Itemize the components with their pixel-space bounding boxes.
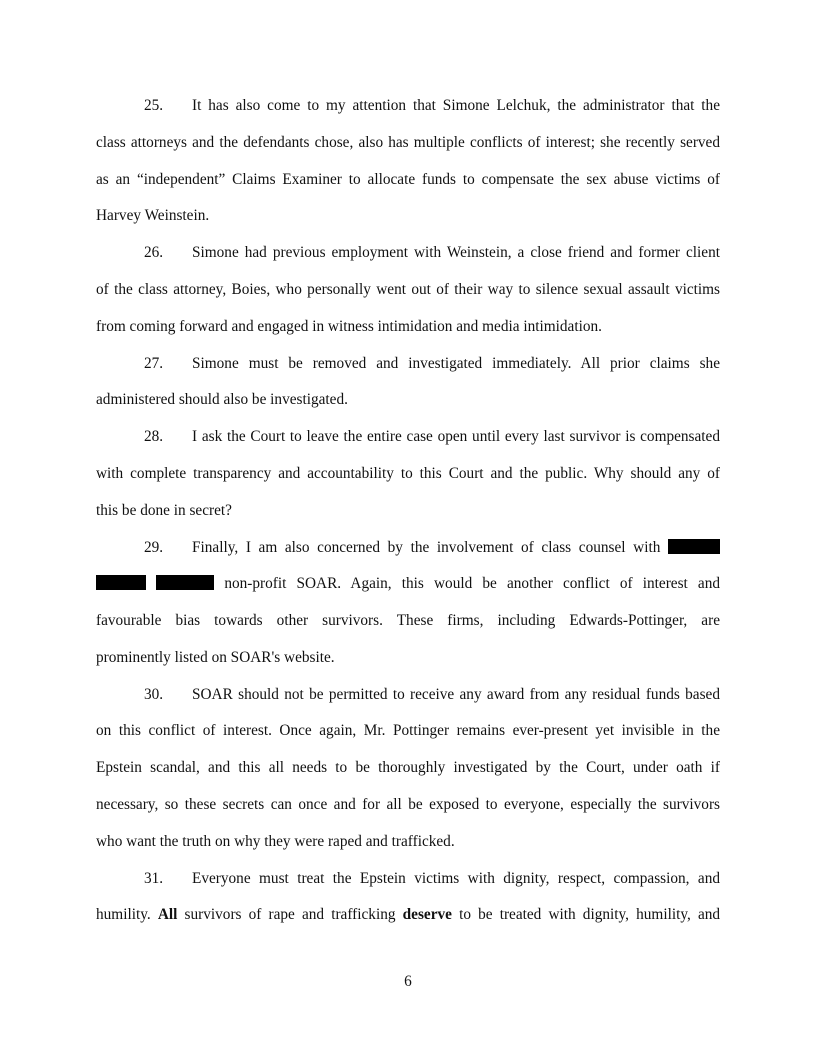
paragraph-29-line-2 [96, 573, 720, 595]
paragraph-30-line-1 [144, 684, 720, 706]
paragraph-25-line-4: Harvey Weinstein. [96, 207, 210, 224]
emphasis-all: All [157, 906, 178, 923]
paragraph-text: survivors of rape and trafficking [184, 906, 396, 923]
paragraph-30-line-4: necessary, so these secrets can once and for all be exposed to everyone, especially the survivors [96, 796, 720, 813]
paragraph-31-line-1 [144, 868, 720, 890]
paragraph-27-line-2: administered should also be investigated. [96, 391, 348, 408]
paragraph-29-line-3: favourable bias towards other survivors. These firms, including Edwards-Pottinger, are [96, 612, 720, 629]
emphasis-deserve: deserve [402, 906, 452, 923]
paragraph-text: Finally, I am also concerned by the involvement of class counsel with [192, 539, 661, 556]
redaction-block [668, 539, 720, 554]
redaction-block [156, 575, 214, 590]
paragraph-30-line-5: who want the truth on why they were raped and trafficked. [96, 833, 455, 850]
paragraph-number: 31. [144, 870, 164, 887]
paragraph-text: Simone had previous employment with Weinstein, a close friend and former client [192, 244, 720, 261]
paragraph-text: Everyone must treat the Epstein victims with dignity, respect, compassion, and [192, 870, 720, 887]
paragraph-30-line-3: Epstein scandal, and this all needs to be thoroughly investigated by the Court, under oath if [96, 759, 720, 776]
paragraph-25-line-1 [144, 95, 720, 117]
paragraph-28-line-3: this be done in secret? [96, 502, 232, 519]
paragraph-text: to be treated with dignity, humility, and [459, 906, 721, 923]
paragraph-26-line-2: of the class attorney, Boies, who personally went out of their way to silence sexual assault victims [96, 281, 720, 298]
paragraph-30-line-2: on this conflict of interest. Once again, Mr. Pottinger remains ever-present yet invisible in the [96, 722, 720, 739]
redaction-block [96, 575, 146, 590]
paragraph-28-line-1 [144, 426, 720, 448]
paragraph-28-line-2: with complete transparency and accountability to this Court and the public. Why should any of [96, 465, 720, 482]
paragraph-number: 28. [144, 428, 164, 445]
paragraph-27-line-1 [144, 353, 720, 375]
paragraph-29-line-4: prominently listed on SOAR's website. [96, 649, 335, 666]
paragraph-text: I ask the Court to leave the entire case open until every last survivor is compensated [192, 428, 720, 445]
paragraph-text: non-profit SOAR. Again, this would be another conflict of interest and [224, 575, 721, 592]
paragraph-26-line-1 [144, 242, 720, 264]
paragraph-text: It has also come to my attention that Simone Lelchuk, the administrator that the [192, 97, 720, 114]
paragraph-number: 26. [144, 244, 164, 261]
paragraph-31-line-2 [96, 904, 720, 926]
page-number: 6 [404, 973, 412, 990]
paragraph-number: 29. [144, 539, 164, 556]
paragraph-number: 25. [144, 97, 164, 114]
paragraph-29-line-1 [144, 537, 720, 559]
paragraph-number: 27. [144, 355, 164, 372]
paragraph-text: humility. [96, 906, 151, 923]
paragraph-25-line-3: as an “independent” Claims Examiner to allocate funds to compensate the sex abuse victims of [96, 171, 720, 188]
paragraph-26-line-3: from coming forward and engaged in witness intimidation and media intimidation. [96, 318, 602, 335]
paragraph-number: 30. [144, 686, 164, 703]
paragraph-text: Simone must be removed and investigated immediately. All prior claims she [192, 355, 720, 372]
paragraph-text: SOAR should not be permitted to receive any award from any residual funds based [192, 686, 720, 703]
paragraph-25-line-2: class attorneys and the defendants chose, also has multiple conflicts of interest; she recently served [96, 134, 720, 151]
